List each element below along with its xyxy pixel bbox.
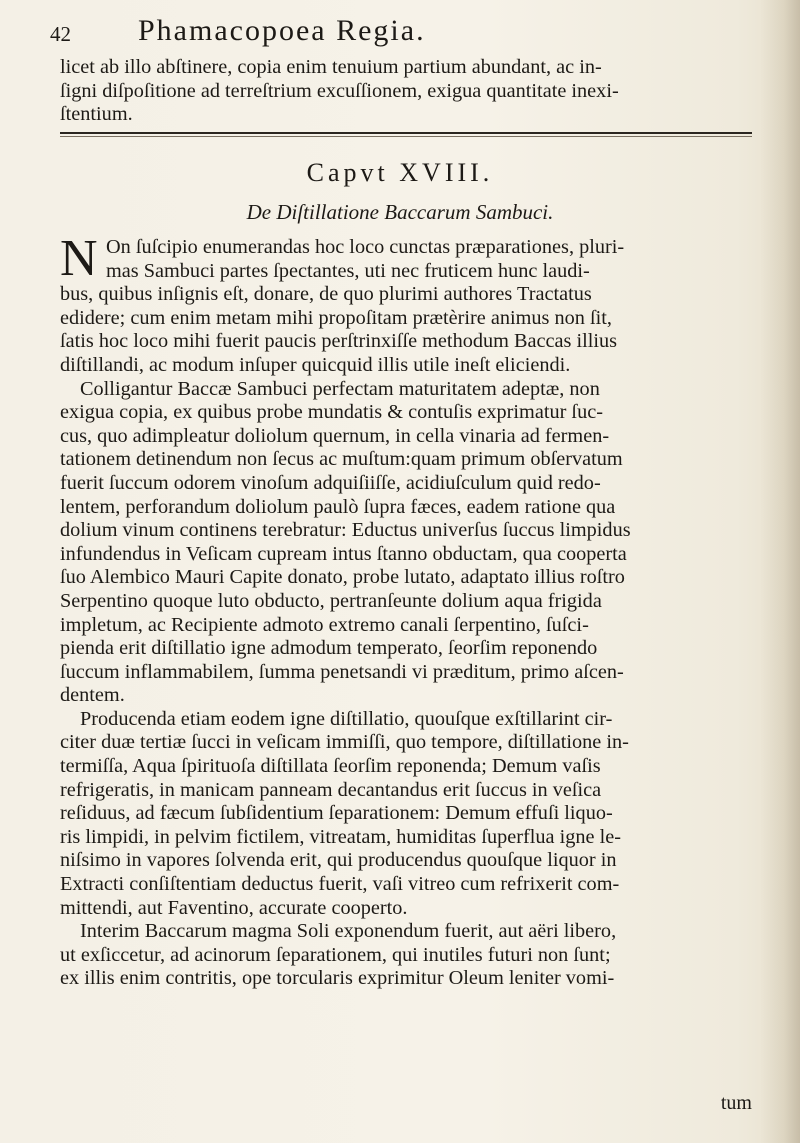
text-line: impletum, ac Recipiente admoto extremo canali ſerpentino, ſuſci- (60, 613, 589, 636)
chapter-subtitle: De Diſtillatione Baccarum Sambuci. (246, 200, 554, 224)
text-line: Producenda etiam eodem igne diſtillatio, quouſque exſtillarint cir- (80, 707, 613, 730)
text-line: mittendi, aut Faventino, accurate cooperto. (60, 896, 408, 919)
text-line: Extracti conſiſtentiam deductus fuerit, vaſi vitreo cum refrixerit com- (60, 873, 620, 896)
text-line: Colligantur Baccæ Sambuci perfectam maturitatem adeptæ, non (80, 377, 600, 400)
page-header (50, 14, 770, 54)
text-line: licet ab illo abſtinere, copia enim tenuium partium abundant, ac in- (60, 56, 602, 78)
text-line: On ſuſcipio enumerandas hoc loco cunctas præparationes, pluri- (106, 236, 625, 258)
chapter-title: Capvt XVIII. (306, 158, 494, 187)
text-line: ſuo Alembico Mauri Capite donato, probe lutato, adaptato illius roſtro (60, 566, 625, 589)
text-line: cus, quo adimpleatur doliolum quernum, in cella vinaria ad fermen- (60, 424, 610, 447)
text-line: pienda erit diſtillatio igne admodum temperato, ſeorſim reponendo (60, 637, 598, 660)
text-line: exigua copia, ex quibus probe mundatis & contuſis exprimatur ſuc- (60, 401, 603, 424)
running-head: Phamacopoea Regia. (138, 14, 426, 47)
text-line: infundendus in Veſicam cupream intus ſtanno obductam, qua cooperta (60, 542, 627, 565)
text-line: fuerit ſuccum odorem vinoſum adquiſiiſſe, acidiuſculum quid redo- (60, 471, 601, 494)
text-line: ſuccum inflammabilem, ſumma penetsandi vi præditum, primo aſcen- (60, 660, 624, 683)
text-line: tationem detinendum non ſecus ac muſtum:quam primum obſervatum (60, 448, 623, 471)
text-line: bus, quibus inſignis eſt, donare, de quo plurimi authores Tractatus (60, 283, 592, 306)
text-line: ſigni diſpoſitione ad terreſtrium excuſſionem, exigua quantitate inexi- (60, 79, 619, 102)
text-line: ex illis enim contritis, ope torcularis exprimitur Oleum leniter vomi- (60, 967, 615, 990)
text-line: ſtentium. (60, 103, 133, 126)
chapter-body (60, 230, 750, 991)
text-line: diſtillandi, ac modum inſuper quicquid illis utile ineſt eliciendi. (60, 353, 571, 376)
page-number: 42 (50, 22, 71, 46)
text-line: reſiduus, ad fæcum ſubſidentium ſeparationem: Demum effuſi liquo- (60, 802, 613, 825)
intro-paragraph (60, 56, 750, 127)
text-line: termiſſa, Aqua ſpirituoſa diſtillata ſeorſim reponenda; Demum vaſis (60, 755, 601, 778)
text-line: dentem. (60, 684, 125, 707)
text-line: Interim Baccarum magma Soli exponendum fuerit, aut aëri libero, (80, 920, 617, 943)
text-line: mas Sambuci partes ſpectantes, uti nec fruticem hunc laudi- (106, 259, 590, 282)
text-line: edidere; cum enim metam mihi propoſitam prætèrire animus non ſit, (60, 306, 612, 329)
text-line: ris limpidi, in pelvim fictilem, vitreatam, humiditas ſuperflua igne le- (60, 825, 621, 848)
text-line: ſatis hoc loco mihi fuerit paucis perſtrinxiſſe methodum Baccas illius (60, 330, 618, 353)
text-line: lentem, perforandum doliolum paulò ſupra fæces, eadem ratione qua (60, 495, 616, 518)
text-line: refrigeratis, in manicam panneam decantandus erit ſuccus in veſica (60, 778, 602, 801)
section-rule (60, 132, 752, 134)
text-line: dolium vinum continens terebratur: Eductus univerſus ſuccus limpidus (60, 519, 631, 542)
text-line: citer duæ tertiæ ſucci in veſicam immiſſi, quo tempore, diſtillatione in- (60, 731, 629, 754)
section-rule-thin (60, 136, 752, 137)
text-line: niſsimo in vapores ſolvenda erit, qui producendus quouſque liquor in (60, 849, 617, 872)
catchword: tum (720, 1092, 752, 1114)
text-line: ut exſiccetur, ad acinorum ſeparationem, qui inutiles futuri non ſunt; (60, 943, 611, 966)
text-line: Serpentino quoque luto obducto, pertranſeunte dolium aqua frigida (60, 589, 602, 612)
drop-cap: N (60, 230, 98, 287)
